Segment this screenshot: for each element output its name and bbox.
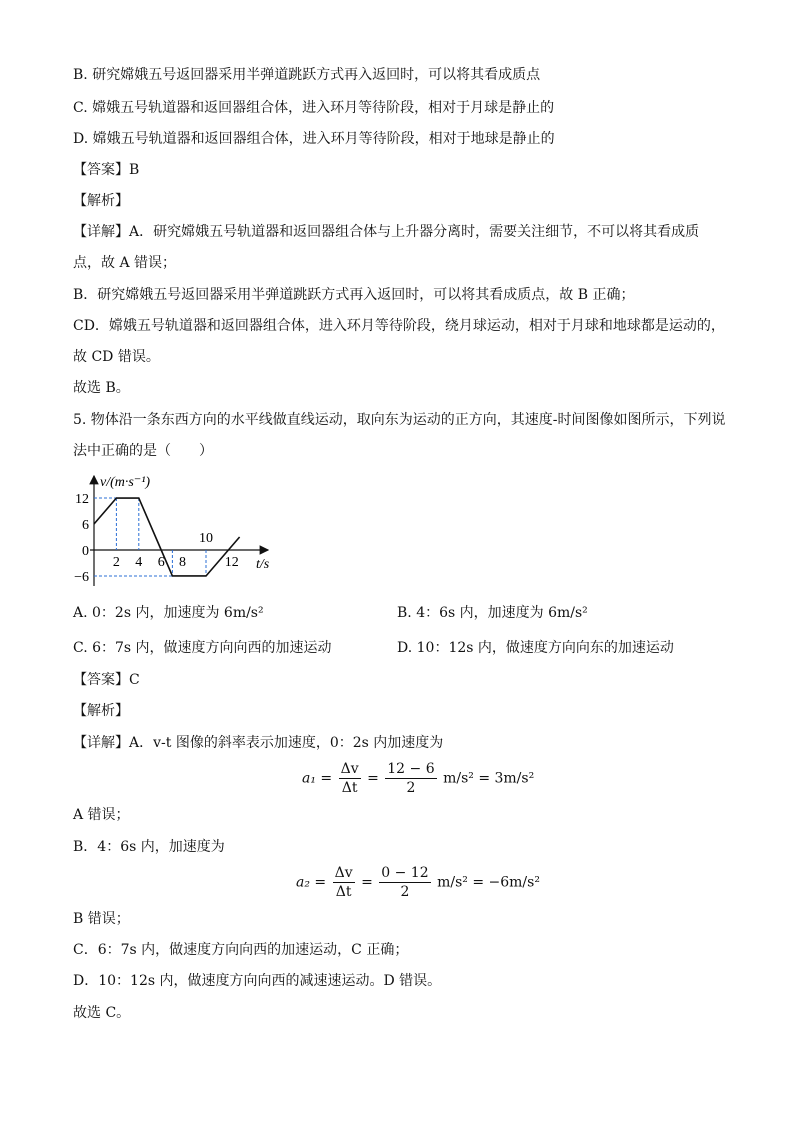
y-tick-label: 0 (82, 544, 89, 559)
q5-stem-line1: 5. 物体沿一条东西方向的水平线做直线运动，取向东为运动的正方向，其速度-时间图像如图所示，下列说 (73, 412, 726, 428)
fraction: $\frac{12 - 6}{2}$ (387, 761, 435, 796)
x-axis-label: t/s (256, 557, 270, 572)
q5-option-c: C. 6：7s 内，做速度方向向西的加速运动 (73, 640, 332, 656)
q5-b-wrong: B 错误； (73, 911, 130, 927)
q4-detail-line1: 【详解】A．研究嫦娥五号轨道器和返回器组合体与上升器分离时，需要关注细节，不可以将其看成质 (73, 224, 700, 240)
q4-detail-line5: 故 CD 错误。 (73, 349, 160, 365)
q4-detail-line3: B．研究嫦娥五号返回器采用半弹道跳跃方式再入返回时，可以将其看成质点，故 B 正确； (73, 287, 635, 303)
q4-option-c: C. 嫦娥五号轨道器和返回器组合体，进入环月等待阶段，相对于月球是静止的 (73, 100, 555, 116)
y-axis-label: v/(m·s⁻¹) (100, 475, 151, 490)
q5-answer (73, 670, 140, 690)
fraction: $\frac{\Delta v}{\Delta t}$ (334, 865, 353, 900)
x-tick-label: 4 (135, 555, 143, 570)
fraction: $\frac{0 - 12}{2}$ (381, 865, 429, 900)
chart-dashed-guides (94, 498, 206, 576)
q5-choose: 故选 C。 (73, 1005, 131, 1021)
detail-bracket: 【详解】 (73, 735, 129, 751)
fraction: $\frac{\Delta v}{\Delta t}$ (340, 761, 359, 796)
q4-analysis-label: 【解析】 (73, 193, 129, 209)
q5-analysis-label: 【解析】 (73, 703, 129, 719)
q5-b-intro: B．4：6s 内，加速度为 (73, 839, 225, 855)
y-tick-label: −6 (74, 569, 89, 585)
q5-option-d: D. 10：12s 内，做速度方向向东的加速运动 (397, 640, 674, 656)
y-tick-label: 6 (82, 518, 89, 534)
q5-option-a: A. 0：2s 内，加速度为 6m/s² (73, 605, 264, 621)
q5-detail-intro: 【详解】A．v-t 图像的斜率表示加速度，0：2s 内加速度为 (73, 735, 444, 751)
q5-c-line: C．6：7s 内，做速度方向向西的加速运动，C 正确； (73, 942, 409, 958)
answer-value: C (129, 672, 140, 688)
x-tick-label: 6 (157, 555, 165, 570)
chart-labels (74, 475, 270, 585)
q5-stem-line2: 法中正确的是（ ） (73, 443, 213, 459)
q4-answer (73, 160, 139, 180)
answer-value: B (129, 162, 140, 178)
equation-a1: a₁ = $\frac{\Delta v}{\Delta t}$ = $\frac{12 - 6}{2}$ m/s² = 3m/s² (302, 761, 535, 796)
x-tick-label: 10 (199, 531, 213, 546)
equation-a2: a₂ = $\frac{\Delta v}{\Delta t}$ = $\frac{0 - 12}{2}$ m/s² = −6m/s² (296, 865, 540, 900)
q4-detail-line4: CD．嫦娥五号轨道器和返回器组合体，进入环月等待阶段，绕月球运动，相对于月球和地球都是运动的， (73, 318, 725, 334)
q4-detail-line2: 点，故 A 错误； (73, 255, 177, 271)
q4-option-b: B. 研究嫦娥五号返回器采用半弹道跳跃方式再入返回时，可以将其看成质点 (73, 67, 541, 83)
q5-d-line: D．10：12s 内，做速度方向向西的减速速运动。D 错误。 (73, 973, 442, 989)
answer-bracket: 【答案】 (73, 672, 129, 688)
y-tick-label: 12 (75, 492, 89, 508)
vt-chart (74, 468, 288, 590)
q5-a-wrong: A 错误； (73, 807, 130, 823)
q4-option-d: D. 嫦娥五号轨道器和返回器组合体，进入环月等待阶段，相对于地球是静止的 (73, 131, 555, 147)
x-tick-label: 2 (112, 555, 120, 570)
q5-option-b: B. 4：6s 内，加速度为 6m/s² (397, 605, 588, 621)
detail-bracket: 【详解】 (73, 224, 129, 240)
x-tick-label: 12 (224, 555, 239, 570)
q4-detail-line6: 故选 B。 (73, 380, 130, 396)
answer-bracket: 【答案】 (73, 162, 129, 178)
x-tick-label: 8 (178, 555, 186, 570)
